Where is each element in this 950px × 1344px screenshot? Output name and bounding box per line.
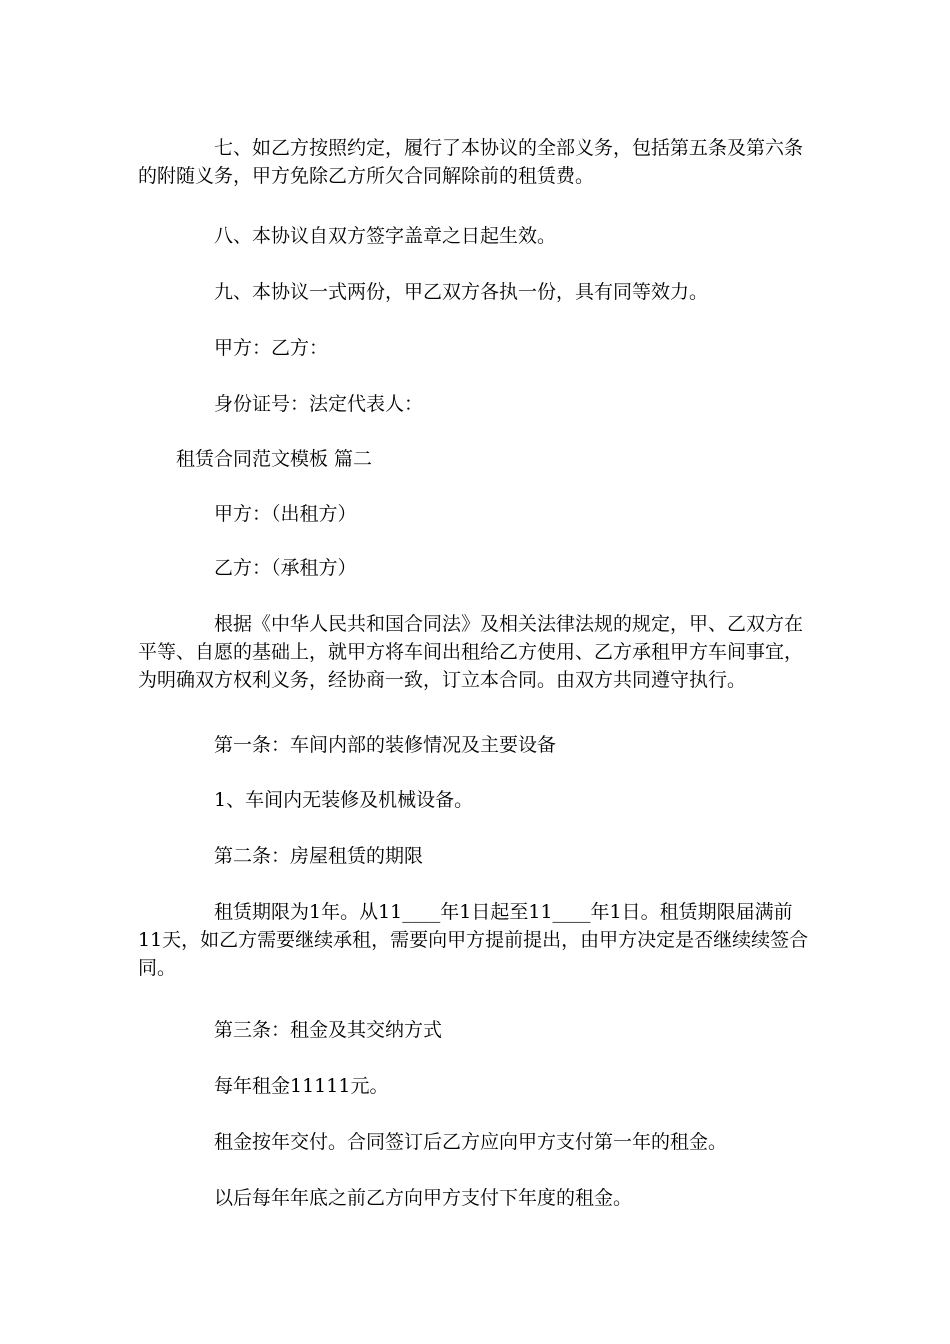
rent-payment-line: 租金按年交付。合同签订后乙方应向甲方支付第一年的租金。 xyxy=(214,1131,728,1153)
paragraph-clause-9: 九、本协议一式两份，甲乙双方各执一份，具有同等效力。 xyxy=(214,281,709,303)
article-3-heading: 第三条：租金及其交纳方式 xyxy=(214,1019,443,1041)
subsequent-rent-line: 以后每年年底之前乙方向甲方支付下年度的租金。 xyxy=(214,1187,633,1209)
article-1-heading: 第一条：车间内部的装修情况及主要设备 xyxy=(214,734,557,756)
id-representative-line: 身份证号：法定代表人： xyxy=(214,393,424,415)
article-1-item-1: 1、车间内无装修及机械设备。 xyxy=(214,789,474,811)
preamble-paragraph: 根据《中华人民共和国合同法》及相关法律法规的规定，甲、乙双方在平等、自愿的基础上，就甲方将车间出租给乙方使用、乙方承租甲方车间事宜，为明确双方权利义务，经协商一致，订立本合同。由双方共同遵守执行。 xyxy=(138,613,804,691)
section-heading: 租赁合同范文模板 篇二 xyxy=(176,448,373,470)
party-a-line: 甲方：（出租方） xyxy=(214,503,357,525)
party-b-line: 乙方：（承租方） xyxy=(214,557,357,579)
article-2-heading: 第二条：房屋租赁的期限 xyxy=(214,845,424,867)
annual-rent-line: 每年租金11111元。 xyxy=(214,1075,389,1097)
paragraph-clause-7: 七、如乙方按照约定，履行了本协议的全部义务，包括第五条及第六条的附随义务，甲方免除乙方所欠合同解除前的租赁费。 xyxy=(138,137,804,187)
signature-parties-line: 甲方：乙方： xyxy=(214,337,329,359)
paragraph-clause-8: 八、本协议自双方签字盖章之日起生效。 xyxy=(214,225,557,247)
lease-term-paragraph: 租赁期限为1年。从11____年1日起至11____年1日。租赁期限届满前11天，如乙方需要继续承租，需要向甲方提前提出，由甲方决定是否继续续签合同。 xyxy=(138,901,809,979)
